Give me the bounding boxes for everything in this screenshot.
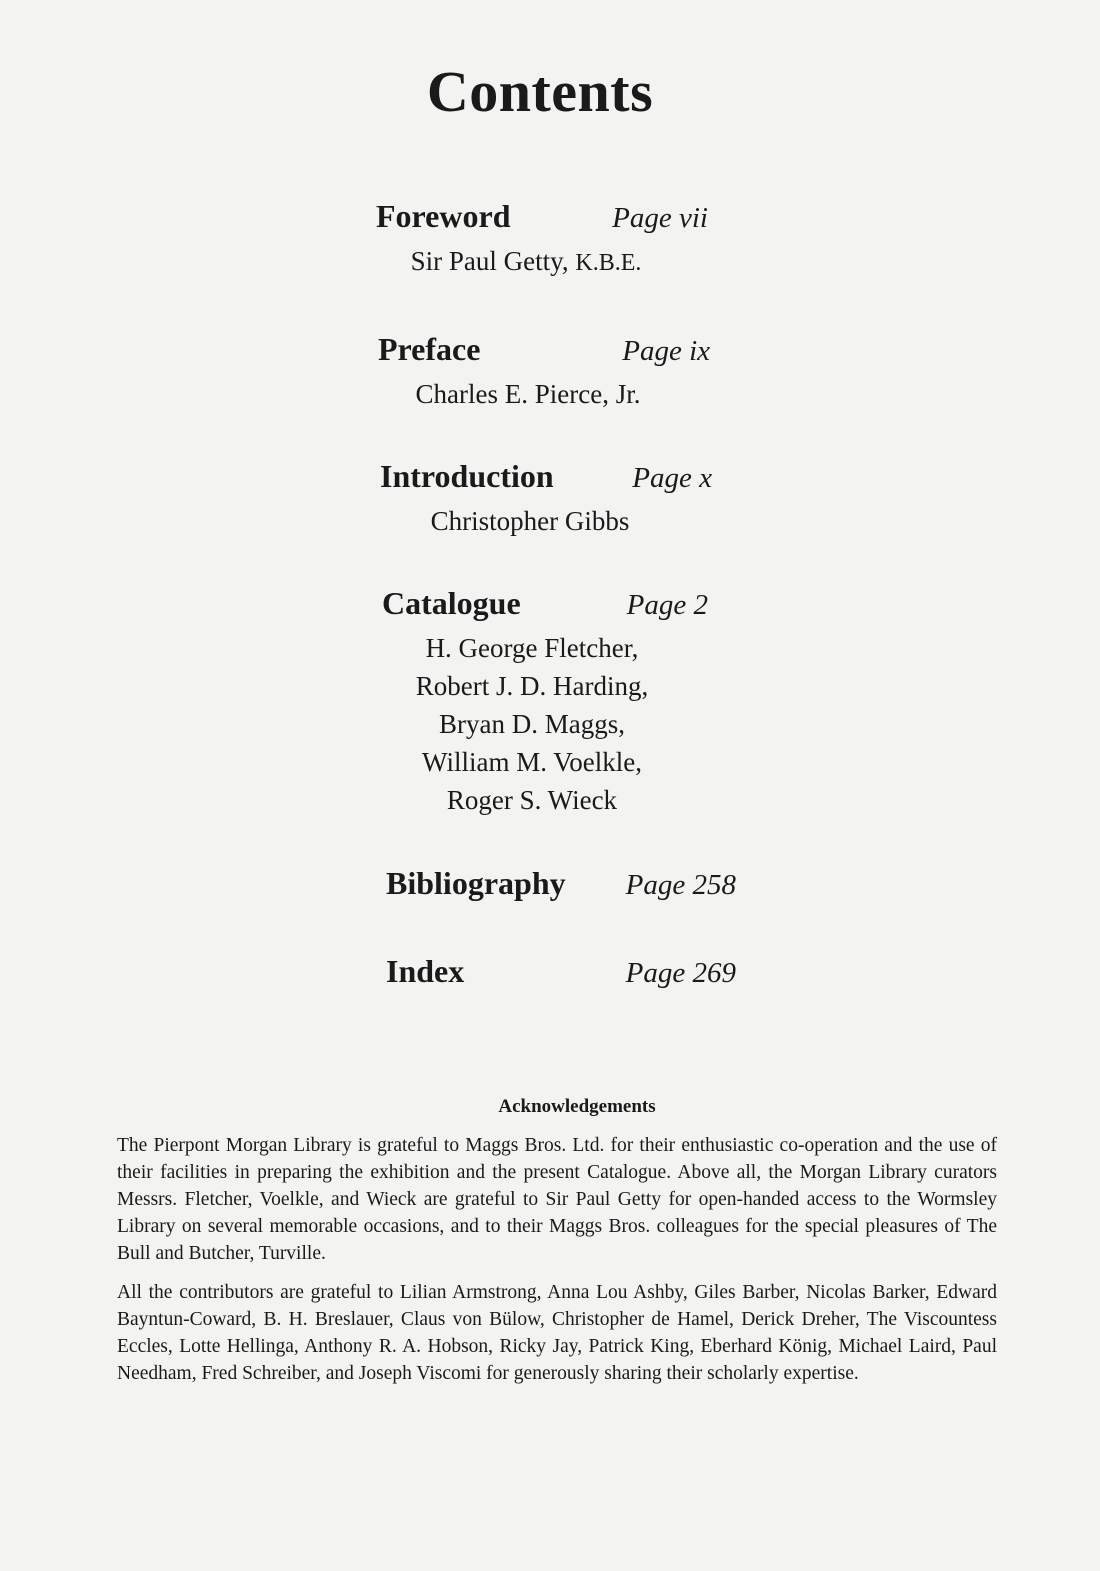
toc-entry-authors (380, 502, 680, 540)
toc-entry-foreword (376, 198, 716, 282)
toc-author: William M. Voelkle, (422, 747, 642, 777)
toc-entry-title: Preface (378, 331, 481, 367)
toc-author: Bryan D. Maggs, (439, 709, 625, 739)
toc-entry-catalogue (382, 585, 722, 819)
toc-author: H. George Fletcher, (425, 633, 639, 663)
acknowledgements-heading: Acknowledgements (498, 1096, 656, 1117)
toc-entry-page: Page x (632, 462, 712, 494)
toc-entry-title: Bibliography (386, 865, 566, 901)
toc-entry-title: Foreword (376, 198, 511, 234)
acknowledgements-section (117, 1096, 997, 1399)
toc-author: Roger S. Wieck (446, 785, 618, 815)
toc-author-honor: K.B.E. (575, 250, 642, 276)
toc-entry-authors (376, 242, 676, 282)
toc-entry-page: Page vii (612, 202, 708, 234)
toc-entry-authors (382, 629, 682, 819)
toc-author: Christopher Gibbs (430, 506, 630, 536)
toc-author: Robert J. D. Harding, (415, 671, 649, 701)
toc-entry-index (386, 953, 736, 997)
toc-author: Sir Paul Getty, (410, 246, 576, 276)
page-title: Contents (426, 59, 654, 124)
toc-entry-preface (378, 331, 718, 413)
toc-entry-authors (378, 375, 678, 413)
toc-author: Charles E. Pierce, Jr. (415, 379, 641, 409)
acknowledgements-paragraph: The Pierpont Morgan Library is grateful to Maggs Bros. Ltd. for their enthusiastic co-operation and the use of their facilities in preparing the exhibition and the present Catalogue. Above all, the Morgan Library curators Messrs. Fletcher, Voelkle, and Wieck are grateful to Sir Paul Getty for open-handed access to the Wormsley Library on several memorable occasions, and to their Maggs Bros. colleagues for the special pleasures of The Bull and Butcher, Turville. (117, 1135, 997, 1264)
toc-entry-introduction (380, 458, 720, 540)
table-of-contents (376, 198, 736, 997)
toc-entry-page: Page 258 (625, 869, 736, 901)
toc-entry-bibliography (386, 865, 736, 909)
toc-entry-title: Introduction (380, 458, 554, 494)
toc-entry-title: Index (386, 953, 465, 989)
toc-entry-page: Page 2 (626, 589, 708, 621)
toc-entry-page: Page ix (622, 335, 710, 367)
toc-entry-title: Catalogue (382, 585, 521, 621)
toc-entry-page: Page 269 (625, 957, 736, 989)
acknowledgements-paragraph: All the contributors are grateful to Lilian Armstrong, Anna Lou Ashby, Giles Barber, Nicolas Barker, Edward Bayntun-Coward, B. H. Breslauer, Claus von Bülow, Christopher de Hamel, Derick Dreher, The Viscountess Eccles, Lotte Hellinga, Anthony R. A. Hobson, Ricky Jay, Patrick King, Eberhard König, Michael Laird, Paul Needham, Fred Schreiber, and Joseph Viscomi for generously sharing their scholarly expertise. (117, 1282, 997, 1384)
